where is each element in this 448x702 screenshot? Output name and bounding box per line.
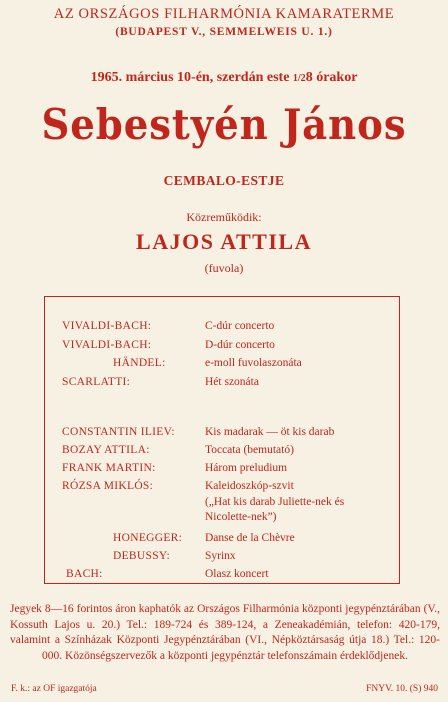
guest-instrument: (fuvola) — [204, 261, 244, 275]
datetime-suffix: 8 órakor — [305, 70, 358, 85]
venue-address: (BUDAPEST V., SEMMELWEIS U. 1.) — [115, 26, 333, 38]
program-composer: CONSTANTIN ILIEV: — [62, 426, 175, 438]
datetime-prefix: 1965. március 10-én, szerdán este — [90, 70, 290, 85]
program-work: Kaleidoszkóp-szvit — [205, 480, 294, 492]
program-composer: BOZAY ATTILA: — [62, 444, 150, 456]
program-composer: VIVALDI-BACH: — [62, 339, 152, 351]
program-box — [44, 296, 400, 584]
program-work: e-moll fuvolaszonáta — [205, 357, 302, 369]
program-work-line3: Nicolette-nek”) — [205, 511, 277, 523]
event-type: CEMBALO-ESTJE — [163, 173, 285, 188]
program-work: Toccata (bemutató) — [205, 444, 294, 456]
performer-name: Sebestyén János — [41, 100, 407, 149]
datetime-fraction: 1/2 — [292, 73, 306, 84]
program-work: Olasz koncert — [205, 568, 269, 580]
program-composer: RÓZSA MIKLÓS: — [62, 480, 154, 492]
program-composer: FRANK MARTIN: — [62, 462, 156, 474]
program-composer: HÄNDEL: — [113, 357, 166, 369]
program-composer: VIVALDI-BACH: — [62, 320, 152, 332]
publisher-note: F. k.: az OF igazgatója — [11, 684, 97, 694]
program-work: Három preludium — [205, 462, 288, 474]
event-datetime — [0, 70, 448, 86]
program-work: Kis madarak — öt kis darab — [205, 426, 335, 438]
program-work: D-dúr concerto — [205, 339, 275, 351]
program-work: Syrinx — [205, 550, 236, 562]
program-work: Hét szonáta — [205, 376, 259, 388]
ticket-info: Jegyek 8—16 forintos áron kaphatók az Országos Filharmónia központi jegypénztárában (V., Kossuth Lajos u. 20.) Tel.: 189-724 és 389-124, a Zeneakadémián, telefon: 420-179, valamint a Színházak Központi Jegypénztárában (VI., Népköztársaság útja 18.) Tel.: 120-000. Közönségszervezők a központi jegypénztár telefonszámain érdeklődjenek. — [10, 603, 440, 662]
program-work: Danse de la Chèvre — [205, 532, 295, 544]
program-work: C-dúr concerto — [205, 320, 275, 332]
program-composer: BACH: — [66, 568, 103, 580]
program-composer: HONEGGER: — [113, 532, 183, 544]
venue-name: AZ ORSZÁGOS FILHARMÓNIA KAMARATERME — [53, 6, 395, 22]
program-composer: DEBUSSY: — [113, 550, 170, 562]
guest-performer: LAJOS ATTILA — [136, 229, 312, 254]
cooperating-label: Közreműködik: — [186, 210, 262, 224]
program-composer: SCARLATTI: — [62, 376, 131, 388]
print-code: FNYV. 10. (S) 940 — [366, 684, 438, 694]
program-work-line2: („Hat kis darab Juliette-nek és — [205, 496, 345, 508]
